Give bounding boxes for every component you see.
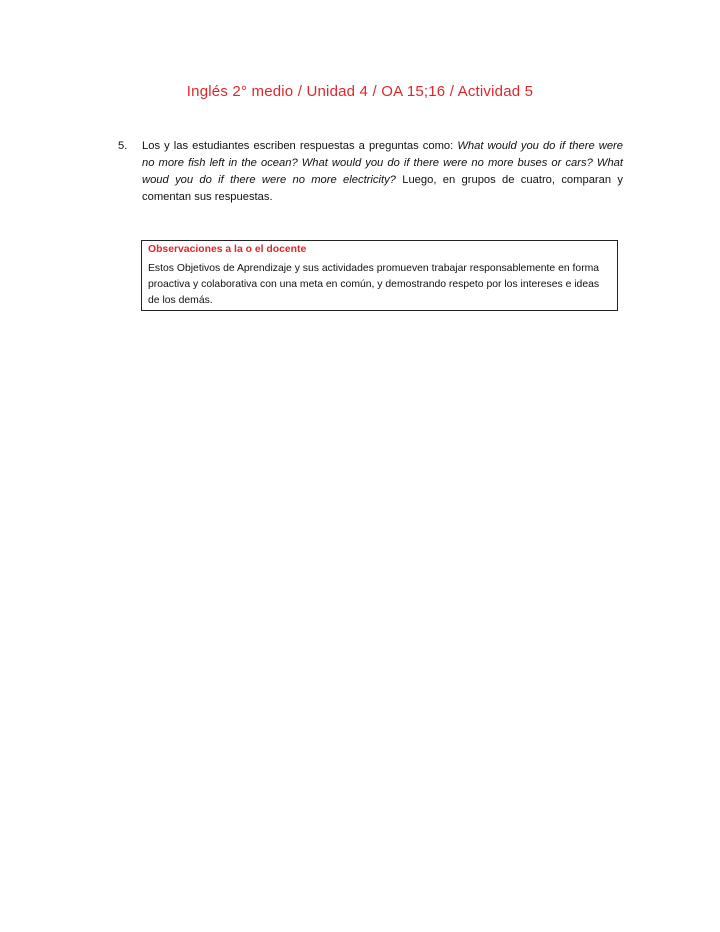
teacher-notes-title: Observaciones a la o el docente — [148, 244, 307, 255]
activity-item — [118, 138, 623, 206]
activity-intro: Los y las estudiantes escriben respuestas a preguntas como: — [142, 140, 458, 152]
activity-text — [142, 138, 623, 206]
activity-number: 5. — [118, 140, 128, 152]
activity-closing: Luego, en grupos de cuatro, comparan y comentan sus respuestas. — [142, 174, 623, 203]
page-title: Inglés 2° medio / Unidad 4 / OA 15;16 / Actividad 5 — [186, 83, 534, 100]
teacher-notes-box — [141, 240, 618, 311]
activity-questions: What would you do if there were no more fish left in the ocean? What would you do if there were no more buses or cars? What woud you do if there were no more electricity? — [142, 140, 623, 186]
teacher-notes-body: Estos Objetivos de Aprendizaje y sus actividades promueven trabajar responsablemente en forma proactiva y colaborativa con una meta en común, y demostrando respeto por los intereses e ideas de los demás. — [148, 263, 600, 306]
